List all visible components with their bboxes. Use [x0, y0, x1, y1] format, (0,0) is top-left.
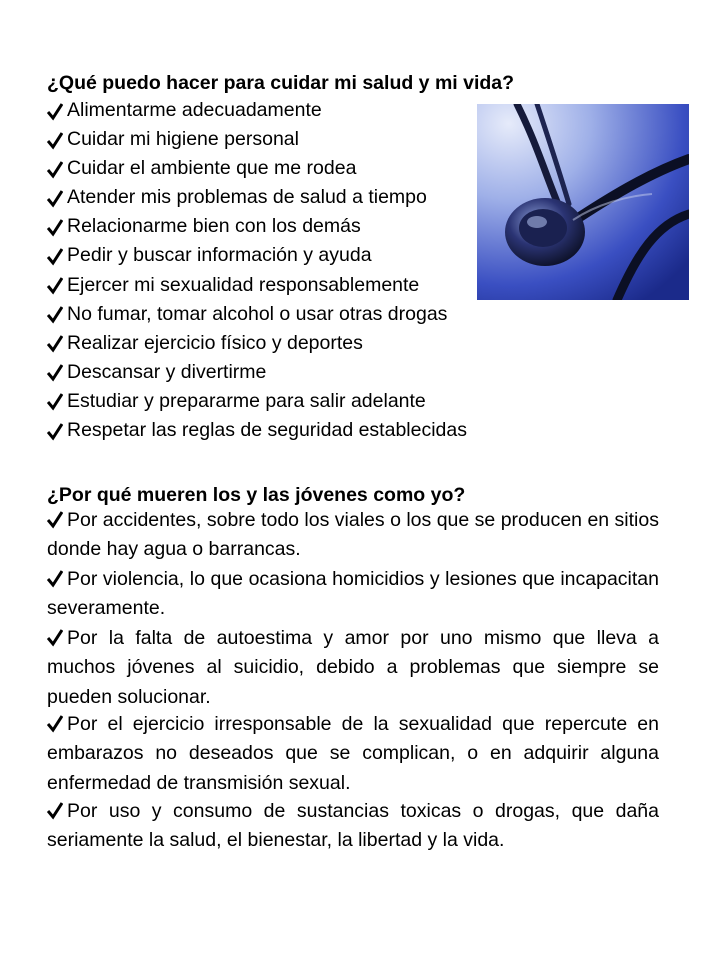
reason-paragraph — [47, 710, 659, 798]
list-item — [47, 416, 467, 445]
checkmark-icon — [47, 568, 63, 588]
stethoscope-icon — [477, 104, 689, 300]
checkmark-icon — [47, 246, 63, 266]
list-item-text: No fumar, tomar alcohol o usar otras drogas — [67, 302, 448, 325]
list-item — [47, 387, 467, 416]
reason-text: Por accidentes, sobre todo los viales o los que se producen en sitios donde hay agua o barrancas. — [47, 509, 659, 561]
reason-text: Por uso y consumo de sustancias toxicas o drogas, que daña seriamente la salud, el bienestar, la libertad y la vida. — [47, 800, 659, 852]
list-item-text: Cuidar el ambiente que me rodea — [67, 157, 357, 180]
list-item — [47, 154, 467, 183]
list-item-text: Alimentarme adecuadamente — [67, 99, 322, 121]
checkmark-icon — [47, 101, 63, 121]
list-item-text: Estudiar y prepararme para salir adelante — [67, 389, 426, 412]
list-item — [47, 271, 467, 300]
checkmark-icon — [47, 627, 63, 647]
list-item — [47, 212, 467, 241]
checkmark-icon — [47, 217, 63, 237]
list-item-text: Respetar las reglas de seguridad establecidas — [67, 419, 467, 442]
list-item — [47, 241, 467, 270]
section-title-health-care: ¿Qué puedo hacer para cuidar mi salud y mi vida? — [47, 72, 515, 94]
list-item — [47, 358, 467, 387]
reason-text: Por la falta de autoestima y amor por uno mismo que lleva a muchos jóvenes al suicidio, debido a problemas que siempre se pueden solucionar. — [47, 627, 659, 708]
stethoscope-photo — [477, 104, 689, 300]
list-item-text: Ejercer mi sexualidad responsablemente — [67, 273, 420, 296]
checkmark-icon — [47, 362, 63, 382]
checkmark-icon — [47, 130, 63, 150]
reason-text: Por el ejercicio irresponsable de la sexualidad que repercute en embarazos no deseados que se complican, o en adquirir alguna enfermedad de transmisión sexual. — [47, 713, 659, 794]
health-care-checklist — [47, 96, 467, 445]
section-title-youth-deaths: ¿Por qué mueren los y las jóvenes como yo? — [47, 484, 466, 506]
checkmark-icon — [47, 800, 63, 820]
list-item-text: Pedir y buscar información y ayuda — [67, 244, 372, 267]
list-item — [47, 125, 467, 154]
checkmark-icon — [47, 391, 63, 411]
checkmark-icon — [47, 333, 63, 353]
checkmark-icon — [47, 421, 63, 441]
list-item-text: Cuidar mi higiene personal — [67, 128, 299, 151]
list-item-text: Realizar ejercicio físico y deportes — [67, 331, 363, 354]
list-item-text: Relacionarme bien con los demás — [67, 215, 361, 238]
reason-paragraph — [47, 506, 659, 565]
list-item — [47, 183, 467, 212]
checkmark-icon — [47, 159, 63, 179]
list-item-text: Descansar y divertirme — [67, 360, 267, 383]
list-item-text: Atender mis problemas de salud a tiempo — [67, 186, 427, 209]
reason-paragraph — [47, 624, 659, 712]
checkmark-icon — [47, 188, 63, 208]
checkmark-icon — [47, 275, 63, 295]
checkmark-icon — [47, 509, 63, 529]
checkmark-icon — [47, 713, 63, 733]
list-item — [47, 300, 467, 329]
list-item — [47, 329, 467, 358]
reason-paragraph — [47, 797, 659, 856]
reason-text: Por violencia, lo que ocasiona homicidios y lesiones que incapacitan severamente. — [47, 568, 659, 620]
checkmark-icon — [47, 304, 63, 324]
reason-paragraph — [47, 565, 659, 624]
list-item — [47, 96, 467, 125]
